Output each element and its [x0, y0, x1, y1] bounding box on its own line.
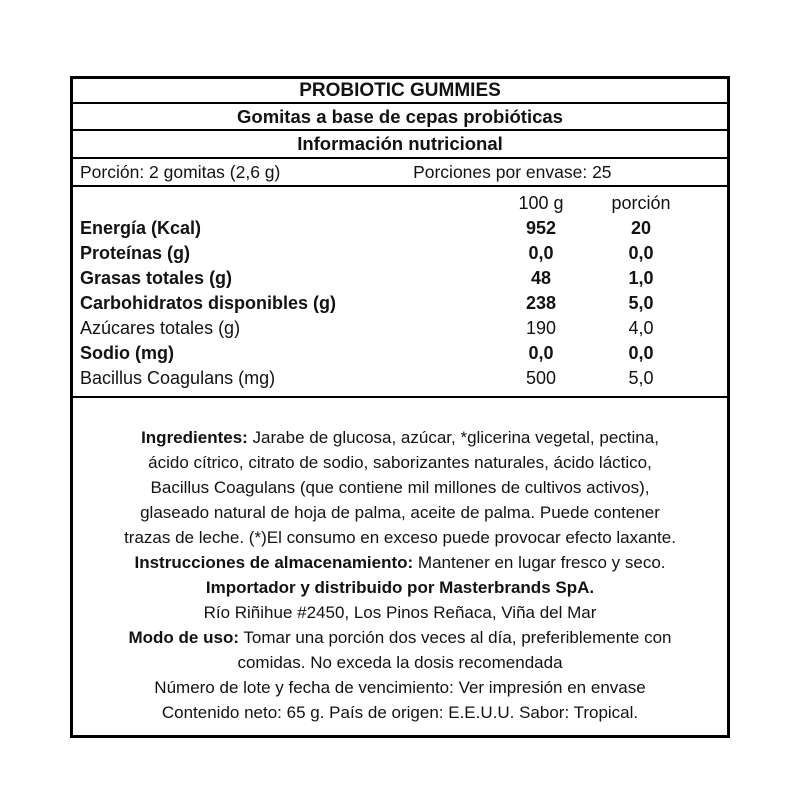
nutrition-table-header [73, 190, 727, 216]
column-header-100g: 100 g [518, 192, 564, 213]
nutrient-value-100g: 0,0 [528, 343, 554, 363]
product-subtitle-text: Gomitas a base de cepas probióticas [237, 105, 563, 127]
details-line: Instrucciones de almacenamiento: Mantener en lugar fresco y seco. [134, 553, 666, 572]
nutrient-name: Proteínas (g) [80, 243, 191, 263]
product-subtitle [73, 104, 727, 131]
nutrient-name: Carbohidratos disponibles (g) [80, 293, 337, 313]
details-line: Ingredientes: Jarabe de glucosa, azúcar, *glicerina vegetal, pectina, [141, 428, 659, 447]
nutrient-value-portion: 5,0 [628, 368, 654, 388]
details-line-label: Importador y distribuido por Masterbrands SpA. [205, 578, 595, 597]
product-title [73, 79, 727, 104]
nutrition-row [73, 291, 727, 316]
servings-per-container: Porciones por envase: 25 [413, 161, 612, 182]
nutrition-row [73, 216, 727, 241]
nutrition-row [73, 341, 727, 366]
nutrient-value-100g: 238 [525, 293, 557, 313]
product-title-text: PROBIOTIC GUMMIES [299, 79, 501, 101]
nutrient-value-portion: 0,0 [628, 343, 654, 363]
details-line: Contenido neto: 65 g. País de origen: E.E.U.U. Sabor: Tropical. [161, 703, 639, 722]
details-line: Modo de uso: Tomar una porción dos veces al día, preferiblemente con [128, 628, 672, 647]
details-line-label: Instrucciones de almacenamiento: [134, 553, 414, 572]
details-line: trazas de leche. (*)El consumo en exceso puede provocar efecto laxante. [124, 528, 676, 547]
details-line: Bacillus Coagulans (que contiene mil millones de cultivos activos), [150, 478, 650, 497]
details-line-label: Ingredientes: [141, 428, 248, 447]
serving-size: Porción: 2 gomitas (2,6 g) [80, 161, 281, 182]
nutrient-name: Bacillus Coagulans (mg) [80, 368, 276, 388]
nutrient-value-portion: 1,0 [628, 268, 654, 288]
details-lines [73, 398, 727, 735]
section-header-nutrition [73, 131, 727, 159]
section-header-text: Información nutricional [297, 133, 503, 154]
nutrition-table-rows [73, 216, 727, 391]
nutrient-value-100g: 500 [525, 368, 557, 388]
serving-row [73, 159, 727, 187]
nutrient-name: Energía (Kcal) [80, 218, 202, 238]
nutrient-value-100g: 48 [530, 268, 552, 288]
nutrient-value-portion: 0,0 [628, 243, 654, 263]
nutrition-table [73, 187, 727, 398]
nutrient-value-100g: 190 [525, 318, 557, 338]
details-line: Río Riñihue #2450, Los Pinos Reñaca, Viña del Mar [203, 603, 597, 622]
nutrition-label [70, 76, 730, 738]
nutrition-row [73, 266, 727, 291]
nutrition-row [73, 366, 727, 391]
nutrient-value-portion: 5,0 [628, 293, 654, 313]
column-header-portion: porción [611, 192, 671, 213]
nutrition-row [73, 241, 727, 266]
details-line: comidas. No exceda la dosis recomendada [237, 653, 563, 672]
nutrient-value-100g: 0,0 [528, 243, 554, 263]
nutrient-value-100g: 952 [525, 218, 557, 238]
details-line: ácido cítrico, citrato de sodio, saborizantes naturales, ácido láctico, [148, 453, 652, 472]
nutrient-value-portion: 20 [630, 218, 652, 238]
nutrient-name: Grasas totales (g) [80, 268, 233, 288]
details-line: glaseado natural de hoja de palma, aceite de palma. Puede contener [140, 503, 660, 522]
nutrition-row [73, 316, 727, 341]
nutrient-name: Azúcares totales (g) [80, 318, 241, 338]
details-line [79, 575, 721, 600]
details-line: Número de lote y fecha de vencimiento: Ver impresión en envase [154, 678, 646, 697]
nutrient-name: Sodio (mg) [80, 343, 174, 363]
nutrient-value-portion: 4,0 [628, 318, 654, 338]
details-line-label: Modo de uso: [128, 628, 239, 647]
